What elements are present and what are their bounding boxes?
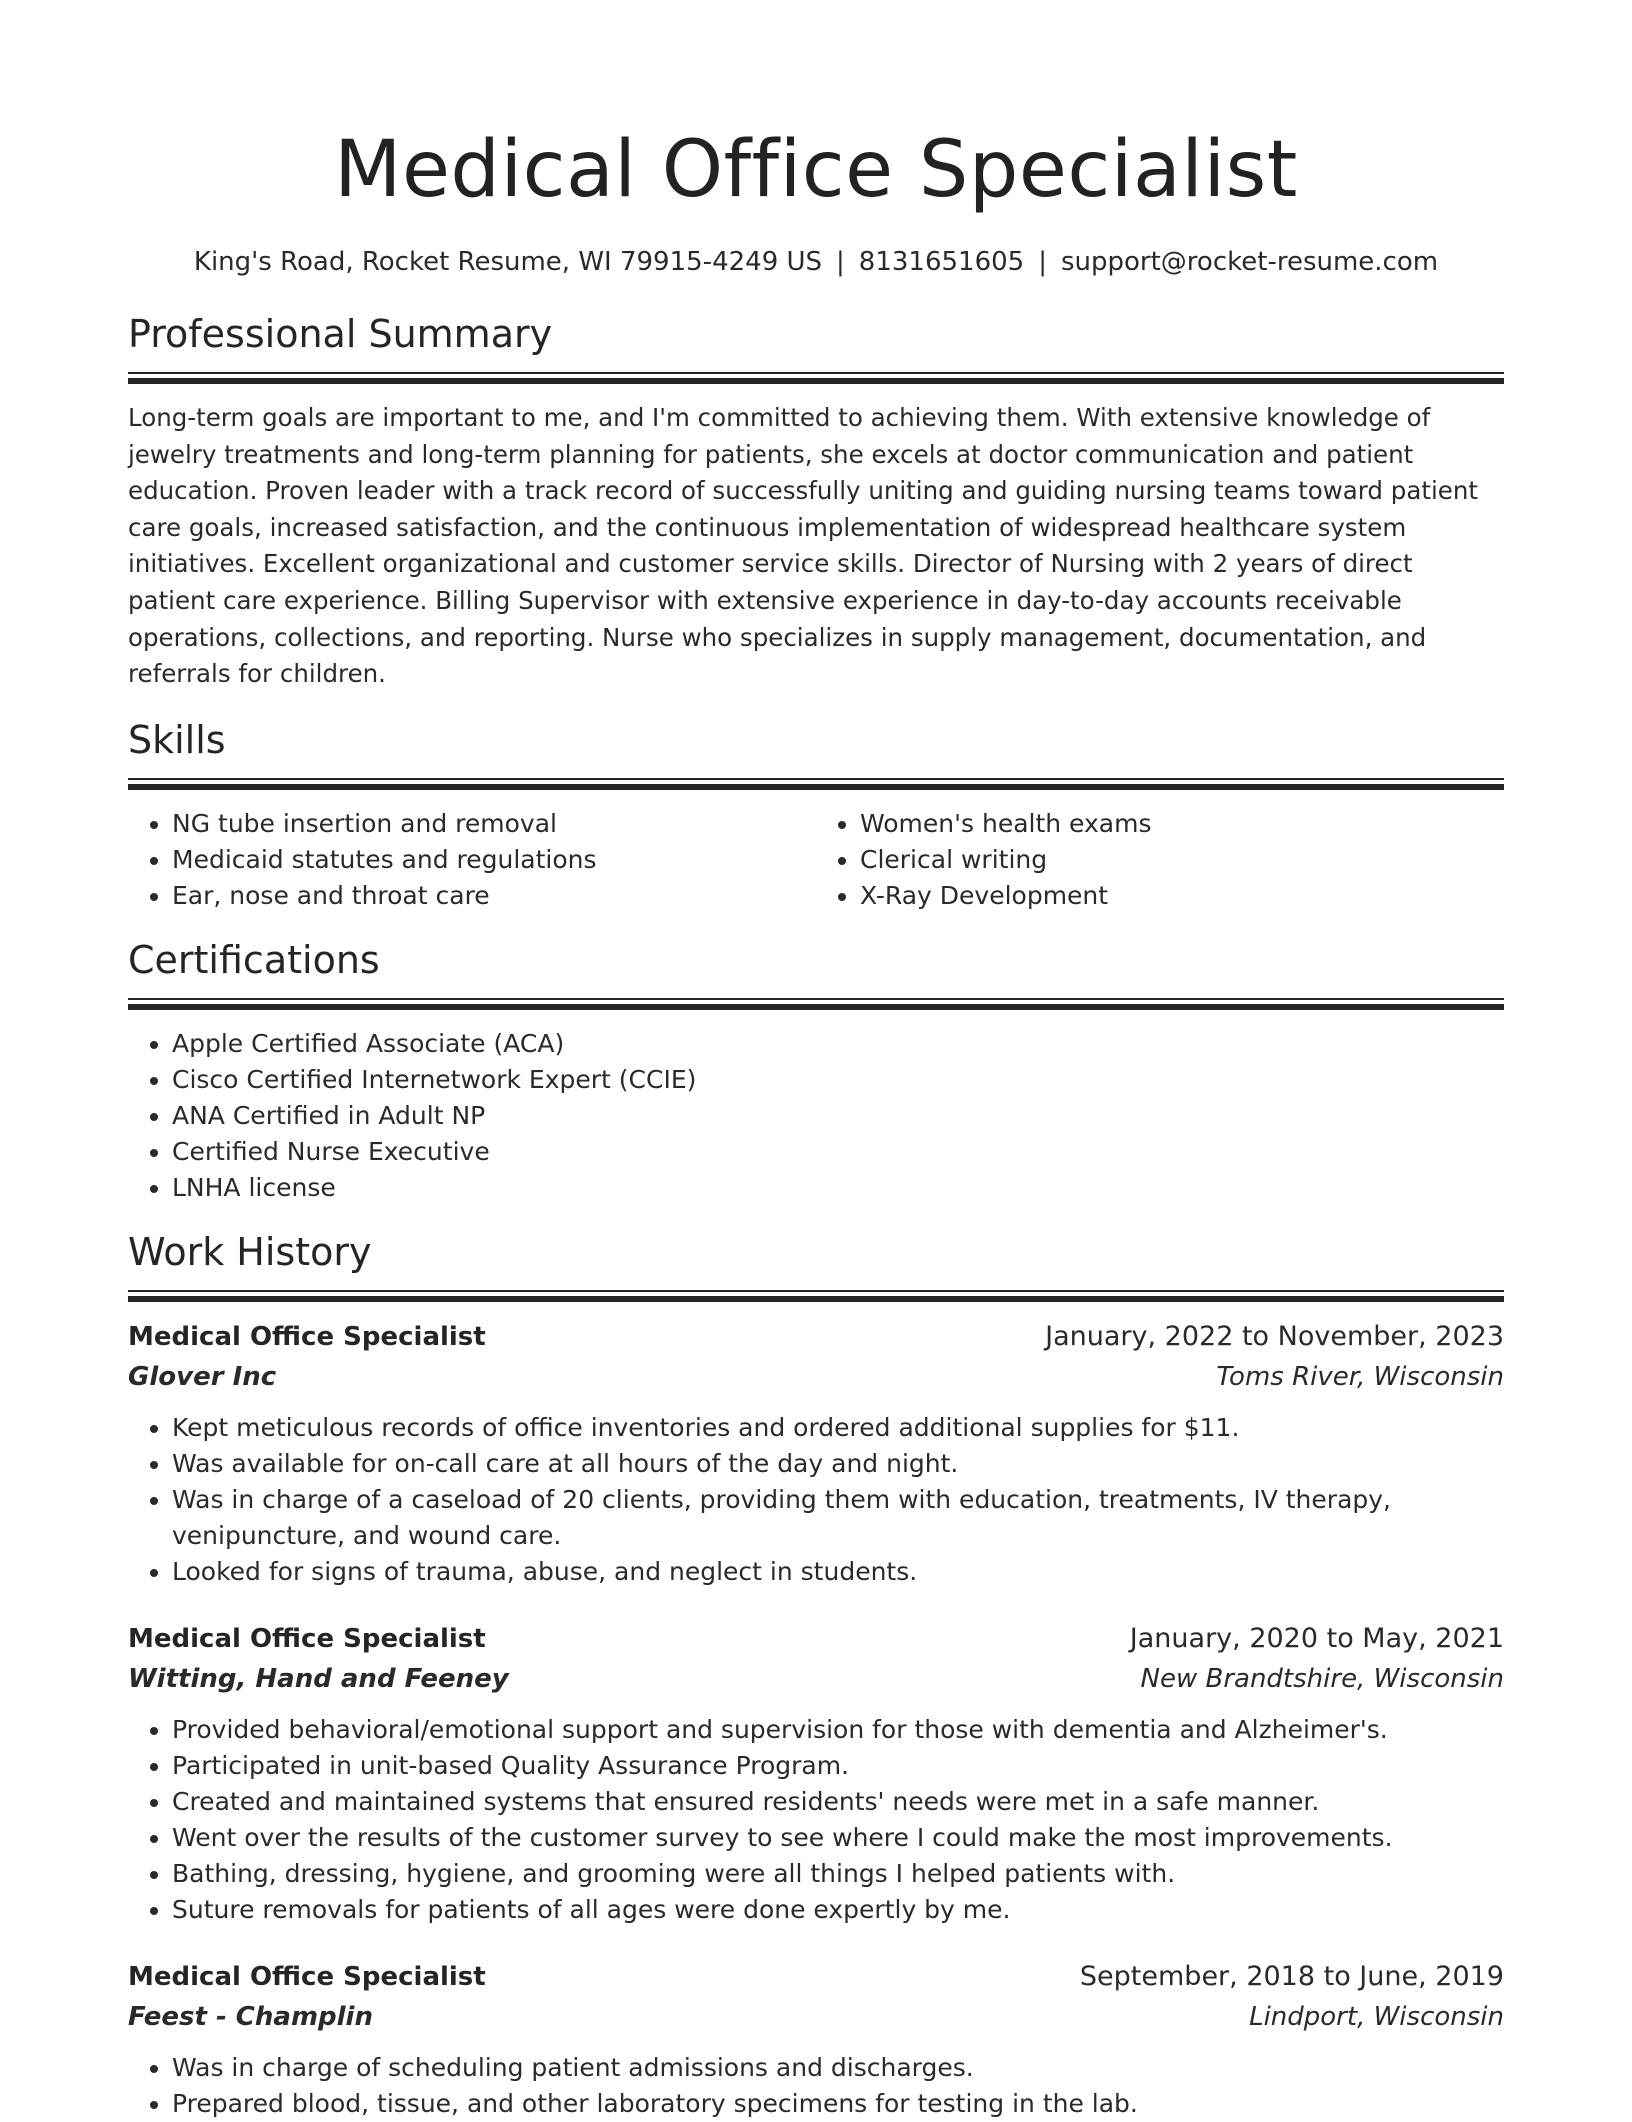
job-subheader	[128, 1998, 1504, 2036]
skills-column-right	[816, 806, 1504, 914]
job-bullet: • Was available for on-call care at all hours of the day and night.	[172, 1446, 1504, 1482]
section-title-summary: Professional Summary	[128, 312, 553, 356]
job-title: Medical Office Specialist	[128, 1623, 486, 1654]
job-entry	[128, 1958, 1504, 2122]
job-bullet: • Went over the results of the customer survey to see where I could make the most improvements.	[172, 1820, 1504, 1856]
skill-item: • Medicaid statutes and regulations	[172, 842, 816, 878]
skill-item: • Women's health exams	[860, 806, 1504, 842]
job-bullet: • Provided behavioral/emotional support and supervision for those with dementia and Alzheimer's.	[172, 1712, 1504, 1748]
job-header	[128, 1620, 1504, 1658]
email: support@rocket-resume.com	[1060, 247, 1439, 277]
section-divider	[128, 1290, 1504, 1302]
section-title-work-history: Work History	[128, 1229, 372, 1274]
company-name: Glover Inc	[128, 1361, 277, 1392]
section-title-certifications: Certifications	[128, 937, 380, 982]
job-subheader	[128, 1358, 1504, 1396]
job-location: New Brandtshire, Wisconsin	[1140, 1663, 1504, 1694]
job-dates: January, 2020 to May, 2021	[1129, 1622, 1504, 1654]
job-bullets	[128, 1410, 1504, 1590]
job-location: Toms River, Wisconsin	[1216, 1361, 1504, 1392]
job-bullet: • Looked for signs of trauma, abuse, and neglect in students.	[172, 1554, 1504, 1590]
company-name: Witting, Hand and Feeney	[128, 1663, 509, 1694]
contact-line	[128, 244, 1504, 280]
job-bullet: • Suture removals for patients of all ages were done expertly by me.	[172, 1892, 1504, 1928]
resume-page	[128, 0, 1504, 2122]
section-title-skills: Skills	[128, 717, 226, 762]
job-location: Lindport, Wisconsin	[1249, 2001, 1504, 2032]
certification-item: • Apple Certified Associate (ACA)	[172, 1026, 1504, 1062]
summary-text: Long-term goals are important to me, and I'm committed to achieving them. With extensive knowledge of jewelry treatments and long-term planning for patients, she excels at doctor communication and patient education. Proven leader with a track record of successfully uniting and guiding nursing teams toward patient care goals, increased satisfaction, and the continuous implementation of widespread healthcare system initiatives. Excellent organizational and customer service skills. Director of Nursing with 2 years of direct patient care experience. Billing Supervisor with extensive experience in day-to-day accounts receivable operations, collections, and reporting. Nurse who specializes in supply management, documentation, and referrals for children.	[128, 403, 1478, 689]
summary-section	[128, 310, 1504, 693]
job-bullet: • Prepared blood, tissue, and other laboratory specimens for testing in the lab.	[172, 2086, 1504, 2122]
skills-section	[128, 716, 1504, 914]
certification-item: • Cisco Certified Internetwork Expert (CCIE)	[172, 1062, 1504, 1098]
address: King's Road, Rocket Resume, WI 79915-4249 US	[193, 247, 823, 277]
job-bullets	[128, 1712, 1504, 1928]
separator: |	[1038, 247, 1047, 277]
phone: 8131651605	[858, 247, 1025, 277]
job-bullet: • Kept meticulous records of office inventories and ordered additional supplies for $11.	[172, 1410, 1504, 1446]
certifications-list	[128, 1026, 1504, 1206]
skills-column-left	[128, 806, 816, 914]
job-entry	[128, 1318, 1504, 1590]
work-history-section	[128, 1228, 1504, 2122]
certification-item: • Certified Nurse Executive	[172, 1134, 1504, 1170]
skill-item: • Clerical writing	[860, 842, 1504, 878]
separator: |	[836, 247, 845, 277]
job-title: Medical Office Specialist	[128, 1961, 486, 1992]
section-divider	[128, 778, 1504, 790]
job-title: Medical Office Specialist	[128, 1321, 486, 1352]
job-dates: September, 2018 to June, 2019	[1079, 1960, 1504, 1992]
job-bullet: • Was in charge of a caseload of 20 clients, providing them with education, treatments, IV therapy, venipuncture, and wound care.	[172, 1482, 1504, 1554]
section-divider	[128, 998, 1504, 1010]
skill-item: • X-Ray Development	[860, 878, 1504, 914]
certification-item: • ANA Certified in Adult NP	[172, 1098, 1504, 1134]
skills-list	[128, 806, 1504, 914]
job-bullet: • Bathing, dressing, hygiene, and grooming were all things I helped patients with.	[172, 1856, 1504, 1892]
job-subheader	[128, 1660, 1504, 1698]
job-bullet: • Created and maintained systems that ensured residents' needs were met in a safe manner.	[172, 1784, 1504, 1820]
skill-item: • NG tube insertion and removal	[172, 806, 816, 842]
job-bullet: • Was in charge of scheduling patient admissions and discharges.	[172, 2050, 1504, 2086]
candidate-name: Medical Office Specialist	[334, 125, 1298, 215]
certifications-section	[128, 936, 1504, 1206]
skill-item: • Ear, nose and throat care	[172, 878, 816, 914]
job-entry	[128, 1620, 1504, 1928]
job-dates: January, 2022 to November, 2023	[1045, 1320, 1504, 1352]
company-name: Feest - Champlin	[128, 2001, 373, 2032]
job-bullet: • Participated in unit-based Quality Assurance Program.	[172, 1748, 1504, 1784]
job-header	[128, 1958, 1504, 1996]
job-header	[128, 1318, 1504, 1356]
certification-item: • LNHA license	[172, 1170, 1504, 1206]
job-bullets	[128, 2050, 1504, 2122]
section-divider	[128, 372, 1504, 384]
